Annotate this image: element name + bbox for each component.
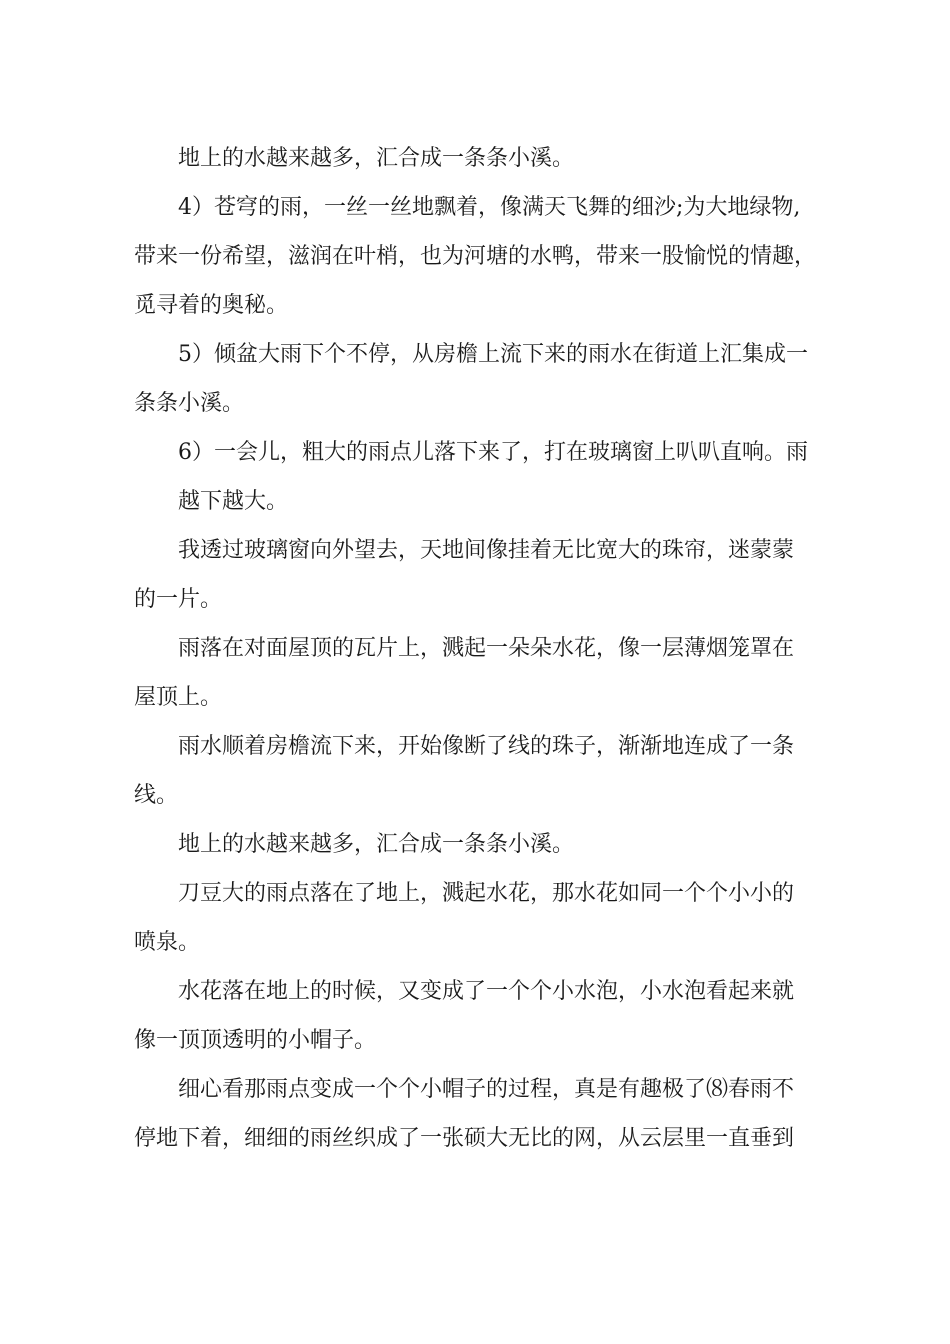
text-line: 地上的水越来越多，汇合成一条条小溪。 — [178, 832, 575, 857]
text-line: 水花落在地上的时候，又变成了一个个小水泡，小水泡看起来就 — [178, 979, 795, 1004]
text-line: 越下越大。 — [178, 489, 289, 514]
text-line: 喷泉。 — [134, 930, 201, 955]
text-line: 我透过玻璃窗向外望去，天地间像挂着无比宽大的珠帘，迷蒙蒙 — [178, 538, 795, 563]
text-line: 刀豆大的雨点落在了地上，溅起水花，那水花如同一个个小小的 — [178, 881, 795, 906]
body-text — [134, 134, 824, 1163]
text-line: 地上的水越来越多，汇合成一条条小溪。 — [178, 146, 575, 171]
text-line: 带来一份希望，滋润在叶梢，也为河塘的水鸭，带来一股愉悦的情趣， — [134, 244, 817, 269]
text-line: 像一顶顶透明的小帽子。 — [134, 1028, 377, 1053]
text-line: 6）一会儿，粗大的雨点儿落下来了，打在玻璃窗上叭叭直响。雨 — [178, 440, 808, 465]
text-line: 停地下着，细细的雨丝织成了一张硕大无比的网，从云层里一直垂到 — [134, 1126, 795, 1151]
text-line: 细心看那雨点变成一个个小帽子的过程，真是有趣极了⑻春雨不 — [178, 1077, 795, 1102]
text-line: 雨水顺着房檐流下来，开始像断了线的珠子，渐渐地连成了一条 — [178, 734, 795, 759]
text-line: 的一片。 — [134, 587, 223, 612]
text-line: 觅寻着的奥秘。 — [134, 293, 289, 318]
text-line: 线。 — [134, 783, 179, 808]
text-line: 4）苍穹的雨，一丝一丝地飘着，像满天飞舞的细沙;为大地绿物, — [178, 195, 801, 220]
text-line: 条条小溪。 — [134, 391, 245, 416]
text-line: 屋顶上。 — [134, 685, 223, 710]
text-line: 5）倾盆大雨下个不停，从房檐上流下来的雨水在街道上汇集成一 — [178, 342, 808, 367]
text-line: 雨落在对面屋顶的瓦片上，溅起一朵朵水花，像一层薄烟笼罩在 — [178, 636, 795, 661]
